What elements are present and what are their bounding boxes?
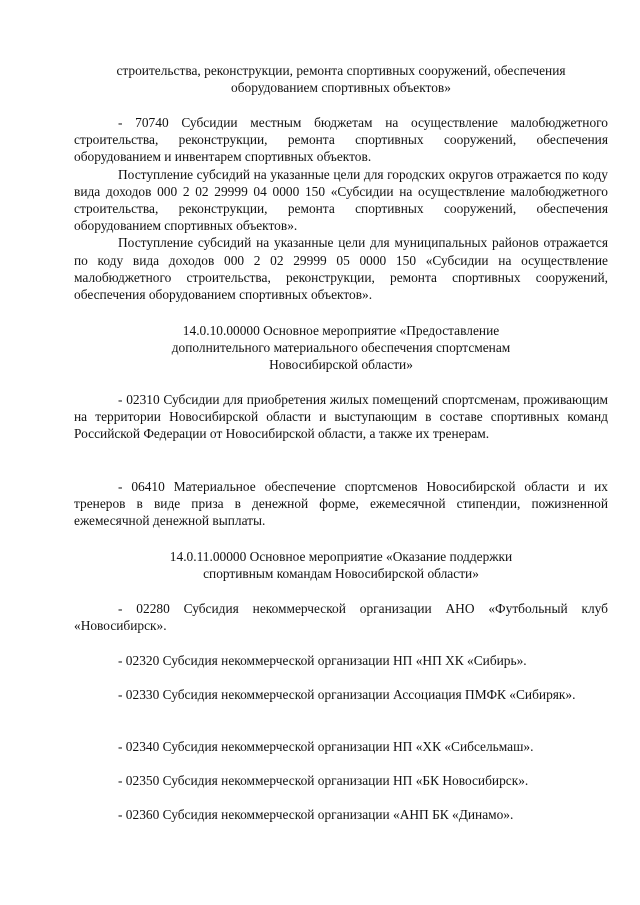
paragraph-text: Поступление субсидий на указанные цели для городских округов отражается по коду вида доходов 000 2 02 29999 04 0000 150 «Субсидии на осуществление малобюджетного строительства, реконструкции, ремонта спортивных сооружений, обеспечения оборудованием спортивных объектов». xyxy=(74,166,608,234)
paragraph-text: - 02320 Субсидия некоммерческой организации НП «НП ХК «Сибирь». xyxy=(118,653,527,668)
paragraph-text: - 02350 Субсидия некоммерческой организации НП «БК Новосибирск». xyxy=(118,773,529,788)
section-heading-continued xyxy=(74,62,608,96)
paragraph-text: Поступление субсидий на указанные цели для муниципальных районов отражается по коду вида доходов 000 2 02 29999 05 0000 150 «Субсидии на осуществление малобюджетного строительства, реконструкции, ремонта спортивных сооружений, обеспечения оборудованием спортивных объектов». xyxy=(74,235,608,303)
paragraph-text: - 06410 Материальное обеспечение спортсменов Новосибирской области и их тренеров в виде приза в денежной форме, ежемесячной стипендии, пожизненной ежемесячной денежной выплаты. xyxy=(74,479,608,529)
heading-line: дополнительного материального обеспечения спортсменам xyxy=(171,340,511,356)
paragraph-02350 xyxy=(74,772,608,789)
paragraph-02280 xyxy=(74,600,608,634)
heading-line: спортивным командам Новосибирской области» xyxy=(203,566,479,582)
paragraph-text: - 70740 Субсидии местным бюджетам на осуществление малобюджетного строительства, реконструкции, ремонта спортивных сооружений, обеспечения оборудованием и инвентарем спортивных объектов. xyxy=(74,115,608,165)
heading-line: оборудованием спортивных объектов» xyxy=(231,80,451,96)
paragraph-70740 xyxy=(74,114,608,303)
paragraph-text: - 02280 Субсидия некоммерческой организации АНО «Футбольный клуб «Новосибирск». xyxy=(74,601,608,634)
paragraph-text: - 02340 Субсидия некоммерческой организации НП «ХК «Сибсельмаш». xyxy=(118,739,534,754)
paragraph-02310 xyxy=(74,391,608,443)
heading-line: 14.0.10.00000 Основное мероприятие «Предоставление xyxy=(182,323,500,338)
paragraph-text: - 02330 Субсидия некоммерческой организации Ассоциация ПМФК «Сибиряк». xyxy=(118,687,576,702)
paragraph-02340 xyxy=(74,738,608,755)
heading-line: Новосибирской области» xyxy=(269,357,413,373)
heading-line: строительства, реконструкции, ремонта спортивных сооружений, обеспечения xyxy=(116,63,566,78)
paragraph-text: - 02360 Субсидия некоммерческой организации «АНП БК «Динамо». xyxy=(118,807,514,822)
paragraph-06410 xyxy=(74,478,608,530)
paragraph-02360 xyxy=(74,806,608,823)
section-heading-14-0-10 xyxy=(74,322,608,374)
paragraph-02330 xyxy=(74,686,608,703)
paragraph-02320 xyxy=(74,652,608,669)
section-heading-14-0-11 xyxy=(74,548,608,582)
paragraph-text: - 02310 Субсидии для приобретения жилых помещений спортсменам, проживающим на территории Новосибирской области и выступающим в составе спортивных команд Российской Федерации от Новосибирской области, а также их тренерам. xyxy=(74,392,608,442)
heading-line: 14.0.11.00000 Основное мероприятие «Оказание поддержки xyxy=(169,549,513,564)
